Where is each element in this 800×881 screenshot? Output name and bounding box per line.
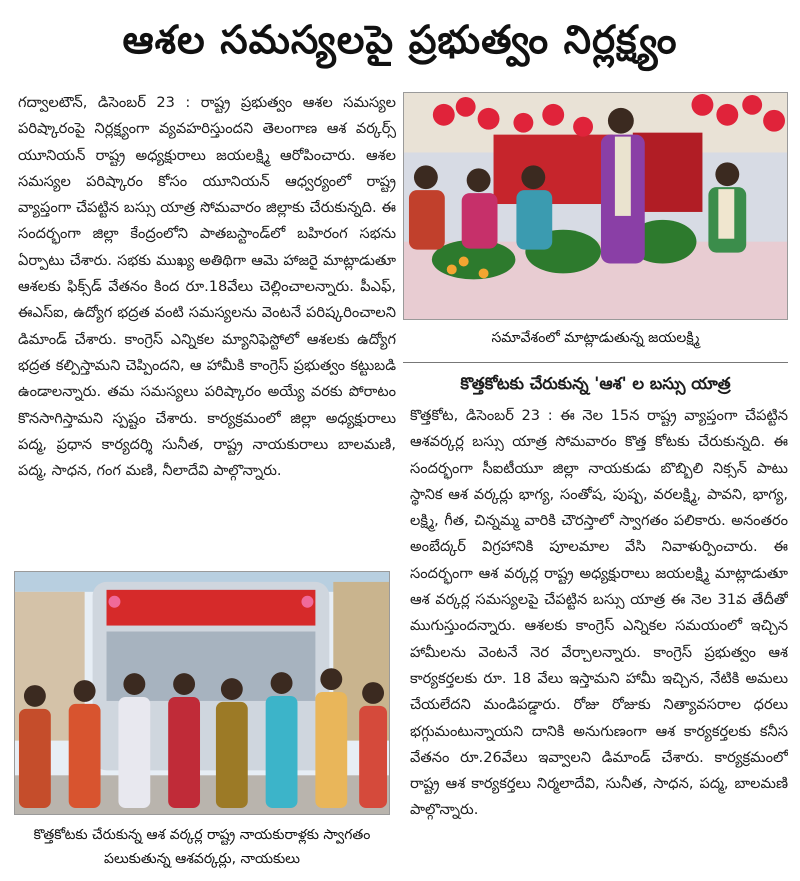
- meeting-photo-caption: సమావేశంలో మాట్లాడుతున్న జయలక్ష్మి: [491, 330, 700, 346]
- headline: ఆశల సమస్యలపై ప్రభుత్వం నిర్లక్ష్యం: [122, 18, 678, 63]
- second-story-body: కొత్తకోట, డిసెంబర్ 23 : ఈ నెల 15న రాష్ట్ర వ్యాప్తంగా చేపట్టిన ఆశవర్కర్ల బస్సు యాత్ర సోమవారం కొత్త కోటకు చేరుకున్నది. ఈ సందర్భంగా సీఐటీయూ జిల్లా నాయకుడు బొబ్బిలి నిక్సన్ పాటు స్థానిక ఆశ వర్కర్లు భాగ్య, సంతోష, పుష్ప, వరలక్ష్మి, పావని, భాగ్య, లక్ష్మి, గీత, చిన్నమ్మ వారికి చౌరస్తాలో స్వాగతం పలికారు. అనంతరం అంబేద్కర్ విగ్రహానికి పూలమాల వేసి నివాళుర్పించారు. ఈ సందర్భంగా ఆశ వర్కర్ల రాష్ట్ర అధ్యక్షురాలు జయలక్ష్మి మాట్లాడుతూ ఆశ వర్కర్ల సమస్యలపై చేపట్టిన బస్సు యాత్ర ఈ నెల 31వ తేదీతో ముగుస్తుందన్నారు. ఆశలకు కాంగ్రెస్ ఎన్నికల సమయంలో ఇచ్చిన హామీలను వెంటనే నెర వేర్చాలన్నారు. కాంగ్రెస్ ప్రభుత్వం ఆశ కార్యకర్తలకు రూ. 18 వేలు ఇస్తామని హామీ ఇచ్చిన, నేటికి అమలు చేయలేదని మండిపడ్డారు. రోజు రోజుకు నిత్యావసరాల ధరలు భగ్గుమంటున్నాయని దానికి అనుగుణంగా ఆశ కార్యకర్తలకు కనీస వేతనం రూ.26వేలు ఇవ్వాలని డిమాండ్ చేశారు. కార్యక్రమంలో రాష్ట్ర ఆశ కార్యకర్తలు నిర్మలాదేవి, సునీత, సాధన, పద్మ, బాలమణి పాల్గొన్నారు.: [410, 407, 788, 819]
- main-story-body: గద్వాలటౌన్, డిసెంబర్ 23 : రాష్ట్ర ప్రభుత్వం ఆశల సమస్యల పరిష్కారంపై నిర్లక్ష్యంగా వ్యవహరిస్తుందని తెలంగాణ ఆశ వర్కర్స్ యూనియన్ రాష్ట్ర అధ్యక్షురాలు జయలక్ష్మి ఆరోపించారు. ఆశల సమస్యల పరిష్కారం కోసం యూనియన్ ఆధ్వర్యంలో రాష్ట్ర వ్యాప్తంగా చేపట్టిన బస్సు యాత్ర సోమవారం జిల్లాకు చేరుకున్నది. ఈ సందర్భంగా జిల్లా కేంద్రంలోని పాతబస్టాండ్‌లో బహిరంగ సభను ఏర్పాటు చేశారు. సభకు ముఖ్య అతిథిగా ఆమె హాజరై మాట్లాడుతూ ఆశలకు ఫిక్స్‌డ్ వేతనం కింద రూ.18వేలు చెల్లించాలన్నారు. పీఎఫ్, ఈఎస్ఐ, ఉద్యోగ భద్రత వంటి సమస్యలను వెంటనే పరిష్కరించాలని డిమాండ్ చేశారు. కాంగ్రెస్ ఎన్నికల మ్యానిఫెస్టోలో ఆశలకు ఉద్యోగ భద్రత కల్పిస్తామని చెప్పిందని, ఆ హామీకి కాంగ్రెస్ ప్రభుత్వం కట్టుబడి ఉండాలన్నారు. తమ సమస్యలు పరిష్కారం అయ్యే వరకు పోరాటం కొనసాగిస్తామని స్పష్టం చేశారు. కార్యక్రమంలో జిల్లా అధ్యక్షురాలు పద్మ, ప్రధాన కార్యదర్శి సునీత, రాష్ట్ర నాయకురాలు బాలమణి, పద్మ, సాధన, గంగ మణి, నీలాదేవి పాల్గొన్నారు.: [18, 94, 396, 480]
- section-divider: [403, 362, 788, 363]
- sub-headline: కొత్తకోటకు చేరుకున్న 'ఆశ' ల బస్సు యాత్ర: [460, 374, 731, 393]
- bus-welcome-photo: [14, 571, 390, 815]
- meeting-photo: [403, 92, 788, 320]
- bus-welcome-caption: కొత్తకోటకు చేరుకున్న ఆశ వర్కర్ల రాష్ట్ర నాయకురాళ్లకు స్వాగతం పలుకుతున్న ఆశవర్కర్లు, నాయకులు: [33, 827, 371, 867]
